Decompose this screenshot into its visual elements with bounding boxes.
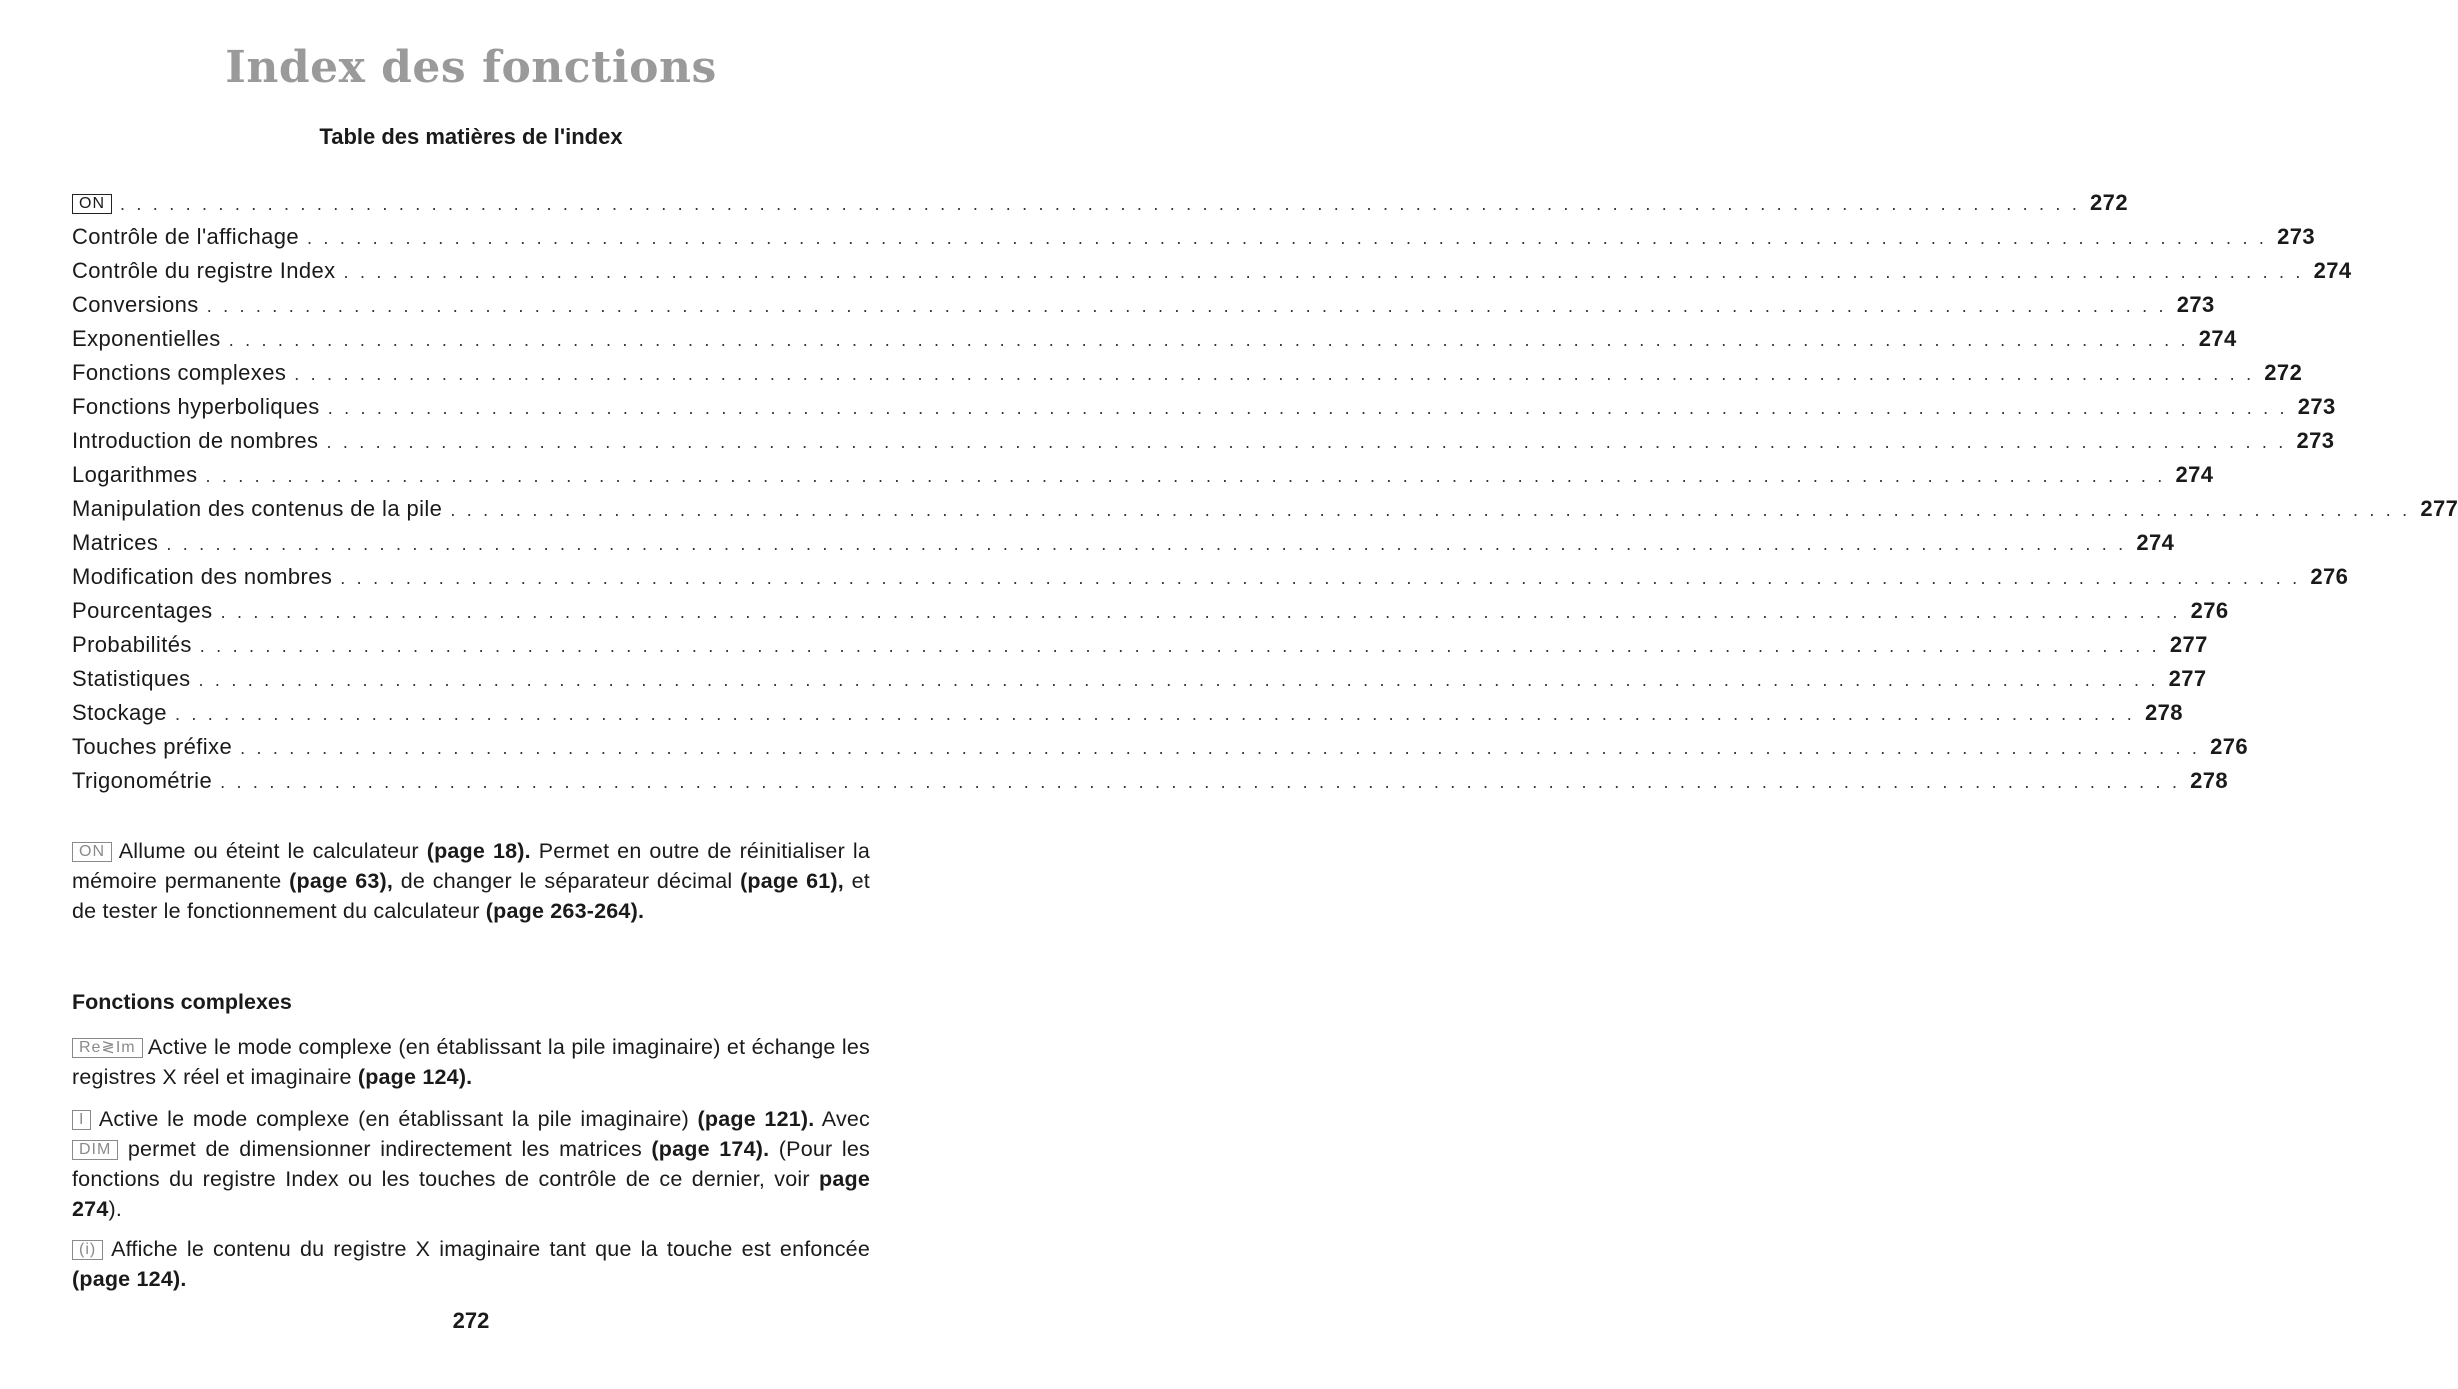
toc-row: [72, 666, 2207, 700]
toc-leader-dots: . . . . . . . . . . . . . . . . . . . . . . . . . . . . . . . . . . . . . . . . . . . . . . . . . . . . . . . . . . . . . . . . . . . . . . . . . . . . . . . . . . . . . . . . . . . . . . . . . . . . . . . . . . . . . . . . . . . . . . . .: [174, 704, 2135, 724]
toc-label: Statistiques: [72, 666, 191, 691]
toc-label: Modification des nombres: [72, 564, 333, 589]
toc-row: [72, 360, 2303, 394]
toc-leader-dots: . . . . . . . . . . . . . . . . . . . . . . . . . . . . . . . . . . . . . . . . . . . . . . . . . . . . . . . . . . . . . . . . . . . . . . . . . . . . . . . . . . . . . . . . . . . . . . . . . . . . . . . . . . . . . . . . . . . . . . . .: [327, 398, 2288, 418]
toc-label: Manipulation des contenus de la pile: [72, 496, 443, 521]
toc-label: Conversions: [72, 292, 199, 317]
toc-label: Fonctions complexes: [72, 360, 287, 385]
i-paren-key-icon: (i): [72, 1240, 103, 1260]
page-title: Index des fonctions: [225, 42, 717, 93]
toc-page-number: 273: [2297, 394, 2336, 419]
toc-label: Matrices: [72, 530, 159, 555]
toc-row: [72, 598, 2229, 632]
toc-label: Fonctions hyperboliques: [72, 394, 320, 419]
toc-leader-dots: . . . . . . . . . . . . . . . . . . . . . . . . . . . . . . . . . . . . . . . . . . . . . . . . . . . . . . . . . . . . . . . . . . . . . . . . . . . . . . . . . . . . . . . . . . . . . . . . . . . . . . . . . . . . . . . . . . . . . . . .: [198, 670, 2159, 690]
toc-page-number: 274: [2136, 530, 2175, 555]
toc-leader-dots: . . . . . . . . . . . . . . . . . . . . . . . . . . . . . . . . . . . . . . . . . . . . . . . . . . . . . . . . . . . . . . . . . . . . . . . . . . . . . . . . . . . . . . . . . . . . . . . . . . . . . . . . . . . . . . . . . . . . . . . .: [220, 772, 2181, 792]
toc-page-number: 272: [2090, 190, 2128, 215]
toc-label: Contrôle du registre Index: [72, 258, 336, 283]
toc-label: Contrôle de l'affichage: [72, 224, 300, 249]
toc-leader-dots: . . . . . . . . . . . . . . . . . . . . . . . . . . . . . . . . . . . . . . . . . . . . . . . . . . . . . . . . . . . . . . . . . . . . . . . . . . . . . . . . . . . . . . . . . . . . . . . . . . . . . . . . . . . . . . . . . . . . . . . .: [240, 738, 2201, 758]
toc-label: Stockage: [72, 700, 167, 725]
toc-leader-dots: . . . . . . . . . . . . . . . . . . . . . . . . . . . . . . . . . . . . . . . . . . . . . . . . . . . . . . . . . . . . . . . . . . . . . . . . . . . . . . . . . . . . . . . . . . . . . . . . . . . . . . . . . . . . . . . . . . . . . . . .: [450, 500, 2411, 520]
dim-key-icon: DIM: [72, 1140, 118, 1160]
on-key-paragraph: ON Allume ou éteint le calculateur (page 18). Permet en outre de réinitialiser la mémoire permanente (page 63), de changer le séparateur décimal (page 61), et de tester le fonctionnement du calculateur (page 263-264).: [72, 839, 870, 923]
toc-row: [72, 428, 2335, 462]
toc-row: [72, 700, 2183, 734]
toc-label: Probabilités: [72, 632, 192, 657]
toc-page-number: 277: [2169, 632, 2208, 657]
toc-row: [72, 564, 2349, 598]
toc-leader-dots: . . . . . . . . . . . . . . . . . . . . . . . . . . . . . . . . . . . . . . . . . . . . . . . . . . . . . . . . . . . . . . . . . . . . . . . . . . . . . . . . . . . . . . . . . . . . . . . . . . . . . . . . . . . . . . . . . . . . . . . .: [343, 262, 2304, 282]
toc-page-number: 277: [2420, 496, 2458, 521]
on-key-icon: ON: [72, 842, 112, 862]
toc-label: Exponentielles: [72, 326, 221, 351]
toc-leader-dots: . . . . . . . . . . . . . . . . . . . . . . . . . . . . . . . . . . . . . . . . . . . . . . . . . . . . . . . . . . . . . . . . . . . . . . . . . . . . . . . . . . . . . . . . . . . . . . . . . . . . . . . . . . . . . . . . . . . . . . . .: [206, 296, 2167, 316]
toc-row: [72, 496, 2458, 530]
toc-row: [72, 292, 2215, 326]
toc-page-number: 278: [2144, 700, 2183, 725]
toc-row: [72, 768, 2229, 802]
toc-leader-dots: . . . . . . . . . . . . . . . . . . . . . . . . . . . . . . . . . . . . . . . . . . . . . . . . . . . . . . . . . . . . . . . . . . . . . . . . . . . . . . . . . . . . . . . . . . . . . . . . . . . . . . . . . . . . . . . . . . . . . . . .: [205, 466, 2166, 486]
toc-leader-dots: . . . . . . . . . . . . . . . . . . . . . . . . . . . . . . . . . . . . . . . . . . . . . . . . . . . . . . . . . . . . . . . . . . . . . . . . . . . . . . . . . . . . . . . . . . . . . . . . . . . . . . . . . . . . . . . . . . . . . . . .: [307, 228, 2268, 248]
toc-page-number: 272: [2264, 360, 2303, 385]
toc-row: [72, 632, 2208, 666]
section-heading-complex: Fonctions complexes: [72, 990, 292, 1014]
toc-leader-dots: . . . . . . . . . . . . . . . . . . . . . . . . . . . . . . . . . . . . . . . . . . . . . . . . . . . . . . . . . . . . . . . . . . . . . . . . . . . . . . . . . . . . . . . . . . . . . . . . . . . . . . . . . . . . . . . . . . . . . . . .: [294, 364, 2255, 384]
i-key-icon: I: [72, 1110, 91, 1130]
complex-paragraph-i-paren: (i) Affiche le contenu du registre X imaginaire tant que la touche est enfoncée (page 124).: [72, 1237, 870, 1291]
toc-page-number: 274: [2198, 326, 2237, 351]
toc-row: [72, 258, 2352, 292]
toc-page-number: 276: [2210, 734, 2249, 759]
complex-paragraph-i: I Active le mode complexe (en établissant la pile imaginaire) (page 121). Avec DIM permet de dimensionner indirectement les matrices (page 174). (Pour les fonctions du registre Index ou les touches de contrôle de ce dernier, voir page 274).: [72, 1107, 870, 1221]
toc-label: Introduction de nombres: [72, 428, 319, 453]
toc-row: [72, 462, 2214, 496]
toc-page-number: 273: [2296, 428, 2335, 453]
toc-row: [72, 190, 2128, 224]
toc-leader-dots: . . . . . . . . . . . . . . . . . . . . . . . . . . . . . . . . . . . . . . . . . . . . . . . . . . . . . . . . . . . . . . . . . . . . . . . . . . . . . . . . . . . . . . . . . . . . . . . . . . . . . . . . . . . . . . . . . . . . . . . .: [199, 636, 2160, 656]
toc-label: Pourcentages: [72, 598, 213, 623]
table-of-contents: [72, 190, 2458, 802]
toc-label: Logarithmes: [72, 462, 198, 487]
toc-leader-dots: . . . . . . . . . . . . . . . . . . . . . . . . . . . . . . . . . . . . . . . . . . . . . . . . . . . . . . . . . . . . . . . . . . . . . . . . . . . . . . . . . . . . . . . . . . . . . . . . . . . . . . . . . . . . . . . . . . . . . . . .: [340, 568, 2301, 588]
complex-paragraph-re-im: Re≷Im Active le mode complexe (en établissant la pile imaginaire) et échange les registres X réel et imaginaire (page 124).: [72, 1035, 870, 1089]
toc-page-number: 276: [2190, 598, 2229, 623]
toc-page-number: 273: [2176, 292, 2215, 317]
toc-page-number: 274: [2175, 462, 2214, 487]
toc-leader-dots: . . . . . . . . . . . . . . . . . . . . . . . . . . . . . . . . . . . . . . . . . . . . . . . . . . . . . . . . . . . . . . . . . . . . . . . . . . . . . . . . . . . . . . . . . . . . . . . . . . . . . . . . . . . . . . . . . . . . . . . .: [120, 194, 2081, 214]
toc-row: [72, 394, 2336, 428]
toc-label: Trigonométrie: [72, 768, 213, 793]
toc-page-number: 274: [2313, 258, 2352, 283]
toc-leader-dots: . . . . . . . . . . . . . . . . . . . . . . . . . . . . . . . . . . . . . . . . . . . . . . . . . . . . . . . . . . . . . . . . . . . . . . . . . . . . . . . . . . . . . . . . . . . . . . . . . . . . . . . . . . . . . . . . . . . . . . . .: [326, 432, 2287, 452]
toc-page-number: 276: [2310, 564, 2349, 589]
toc-page-number: 273: [2277, 224, 2315, 249]
toc-row: [72, 734, 2249, 768]
toc-row: [72, 326, 2237, 360]
toc-page-number: 278: [2190, 768, 2229, 793]
re-im-key-icon: Re≷Im: [72, 1038, 143, 1058]
toc-row: [72, 530, 2175, 564]
toc-title: Table des matières de l'index: [319, 124, 623, 149]
toc-label: [72, 190, 120, 216]
toc-page-number: 277: [2168, 666, 2207, 691]
toc-label: Touches préfixe: [72, 734, 233, 759]
on-key-icon: ON: [72, 194, 112, 214]
toc-leader-dots: . . . . . . . . . . . . . . . . . . . . . . . . . . . . . . . . . . . . . . . . . . . . . . . . . . . . . . . . . . . . . . . . . . . . . . . . . . . . . . . . . . . . . . . . . . . . . . . . . . . . . . . . . . . . . . . . . . . . . . . .: [166, 534, 2127, 554]
toc-row: [72, 224, 2315, 258]
toc-leader-dots: . . . . . . . . . . . . . . . . . . . . . . . . . . . . . . . . . . . . . . . . . . . . . . . . . . . . . . . . . . . . . . . . . . . . . . . . . . . . . . . . . . . . . . . . . . . . . . . . . . . . . . . . . . . . . . . . . . . . . . . .: [228, 330, 2189, 350]
page-number: 272: [452, 1308, 490, 1333]
toc-leader-dots: . . . . . . . . . . . . . . . . . . . . . . . . . . . . . . . . . . . . . . . . . . . . . . . . . . . . . . . . . . . . . . . . . . . . . . . . . . . . . . . . . . . . . . . . . . . . . . . . . . . . . . . . . . . . . . . . . . . . . . . .: [220, 602, 2181, 622]
